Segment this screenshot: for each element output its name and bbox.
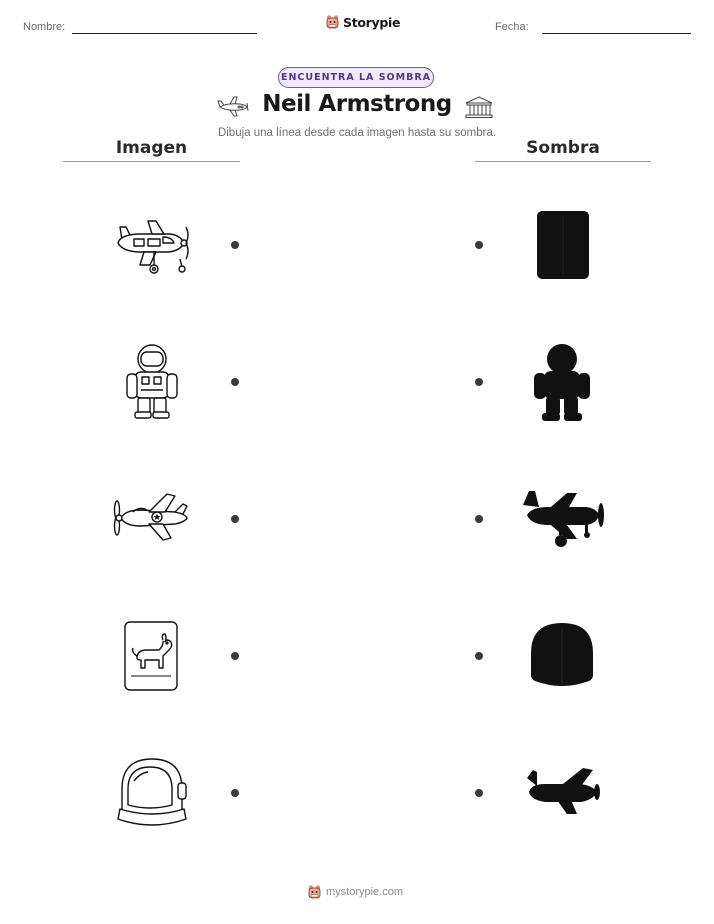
dog-card-icon (123, 620, 179, 692)
column-header-image: Imagen (115, 138, 188, 158)
rectangle-card-shadow-icon (536, 210, 590, 280)
storypie-mascot-icon (307, 884, 322, 900)
shadow-dot-2[interactable] (475, 378, 483, 386)
image-dot-5[interactable] (231, 789, 239, 797)
plane-shadow-icon (521, 489, 605, 549)
image-item-4[interactable] (120, 618, 182, 694)
image-item-3[interactable] (108, 488, 192, 548)
image-item-5[interactable] (114, 752, 190, 830)
image-dot-3[interactable] (231, 515, 239, 523)
date-label: Fecha: (495, 21, 529, 33)
instructions: Dibuja una línea desde cada imagen hasta su sombra. (217, 127, 497, 139)
space-helmet-icon (116, 753, 188, 829)
shadow-item-3[interactable] (520, 488, 606, 550)
page-title: Neil Armstrong (262, 91, 452, 117)
brand-name: Storypie (343, 14, 401, 30)
shadow-item-1[interactable] (530, 208, 596, 282)
storypie-mascot-icon (325, 14, 340, 30)
brand-logo (325, 14, 400, 30)
airplane-icon (216, 94, 252, 118)
helmet-shadow-icon (527, 619, 597, 693)
image-item-2[interactable] (116, 342, 188, 422)
astronaut-shadow-icon (530, 343, 594, 423)
footer (307, 884, 403, 900)
date-field[interactable] (542, 33, 691, 34)
column-header-shadow: Sombra (526, 138, 600, 158)
image-dot-2[interactable] (231, 378, 239, 386)
astronaut-icon (121, 343, 183, 421)
activity-badge: ENCUENTRA LA SOMBRA (278, 67, 434, 88)
image-dot-4[interactable] (231, 652, 239, 660)
shadow-dot-1[interactable] (475, 241, 483, 249)
shadow-item-2[interactable] (528, 342, 596, 424)
shadow-dot-5[interactable] (475, 789, 483, 797)
shadow-item-4[interactable] (526, 618, 598, 694)
column-rule-right (475, 161, 651, 162)
name-field[interactable] (72, 33, 257, 34)
fighter-plane-icon (109, 490, 191, 546)
image-dot-1[interactable] (231, 241, 239, 249)
shadow-item-5[interactable] (522, 762, 602, 822)
footer-url[interactable]: mystorypie.com (326, 886, 404, 898)
image-item-1[interactable] (106, 210, 196, 278)
shadow-dot-4[interactable] (475, 652, 483, 660)
name-label: Nombre: (23, 21, 66, 33)
shadow-dot-3[interactable] (475, 515, 483, 523)
government-building-icon (464, 95, 494, 119)
column-rule-left (63, 161, 240, 162)
propeller-plane-icon (108, 213, 194, 275)
small-plane-shadow-icon (523, 764, 601, 820)
